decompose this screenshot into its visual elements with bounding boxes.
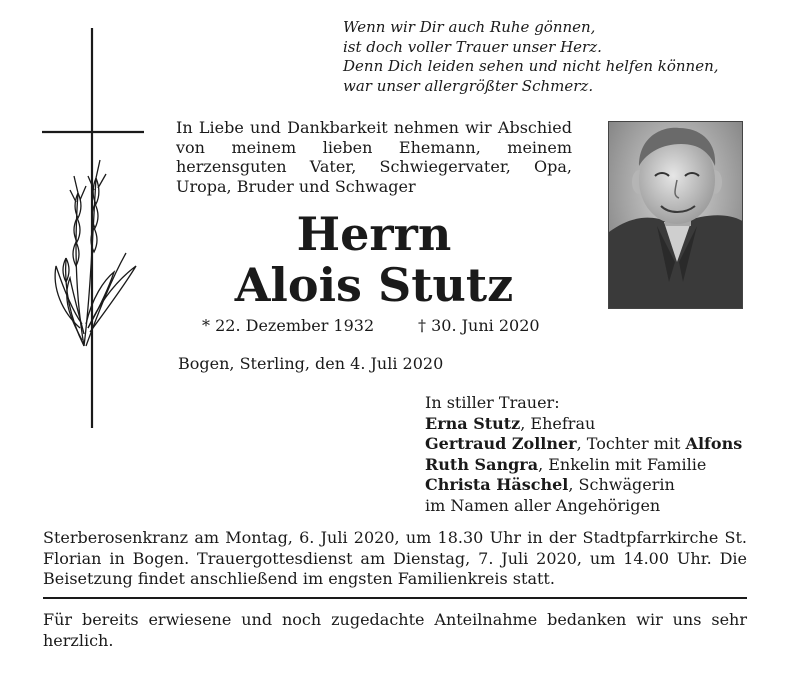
poem bbox=[343, 18, 773, 96]
ceremony-text: Sterberosenkranz am Montag, 6. Juli 2020, um 18.30 Uhr in der Stadtpfarrkirche St. Florian in Bogen. Trauergottesdienst am Dienstag, 7. Juli 2020, um 14.00 Uhr. Die Beisetzung findet anschließend im engsten Familienkreis statt. bbox=[43, 528, 747, 588]
mourner-name: Alfons bbox=[685, 434, 743, 453]
deceased-name: Alois Stutz bbox=[234, 258, 514, 312]
mourners-closing: im Namen aller Angehörigen bbox=[425, 495, 661, 515]
mourner-name: Ruth Sangra bbox=[425, 454, 539, 474]
poem-line: war unser allergrößter Schmerz. bbox=[343, 76, 594, 95]
mourner-relation: , Schwägerin bbox=[568, 475, 675, 494]
mourner-name: Gertraud Zollner bbox=[425, 434, 577, 453]
mourner-name: Erna Stutz bbox=[425, 413, 521, 433]
list-item bbox=[425, 475, 765, 496]
salutation: Herrn bbox=[296, 207, 452, 261]
birth-date: * 22. Dezember 1932 bbox=[202, 316, 375, 335]
mourner-relation: , Ehefrau bbox=[520, 413, 596, 433]
mourner-relation: , Enkelin mit Familie bbox=[538, 454, 707, 474]
mourner-name: Christa Häschel bbox=[425, 475, 569, 494]
poem-line: Denn Dich leiden sehen und nicht helfen können, bbox=[343, 57, 719, 75]
intro-text: In Liebe und Dankbarkeit nehmen wir Abschied von meinem lieben Ehemann, meinem herzensguten Vater, Schwiegervater, Opa, Uropa, Bruder und Schwager bbox=[176, 118, 572, 196]
divider bbox=[43, 597, 747, 599]
list-item bbox=[425, 434, 765, 455]
poem-line: ist doch voller Trauer unser Herz. bbox=[343, 37, 602, 56]
list-item bbox=[425, 414, 765, 435]
list-item bbox=[425, 455, 765, 476]
cross-with-wheat-icon bbox=[40, 28, 148, 428]
place-date: Bogen, Sterling, den 4. Juli 2020 bbox=[178, 354, 444, 373]
portrait-photo bbox=[608, 121, 743, 309]
thanks-text: Für bereits erwiesene und noch zugedachte Anteilnahme bedanken wir uns sehr herzlich. bbox=[43, 610, 747, 650]
mourners-heading: In stiller Trauer: bbox=[425, 393, 560, 412]
mourners-block bbox=[425, 393, 765, 516]
poem-line: Wenn wir Dir auch Ruhe gönnen, bbox=[343, 18, 596, 36]
death-date: † 30. Juni 2020 bbox=[418, 316, 540, 335]
mourner-relation: , Tochter mit bbox=[576, 434, 686, 453]
